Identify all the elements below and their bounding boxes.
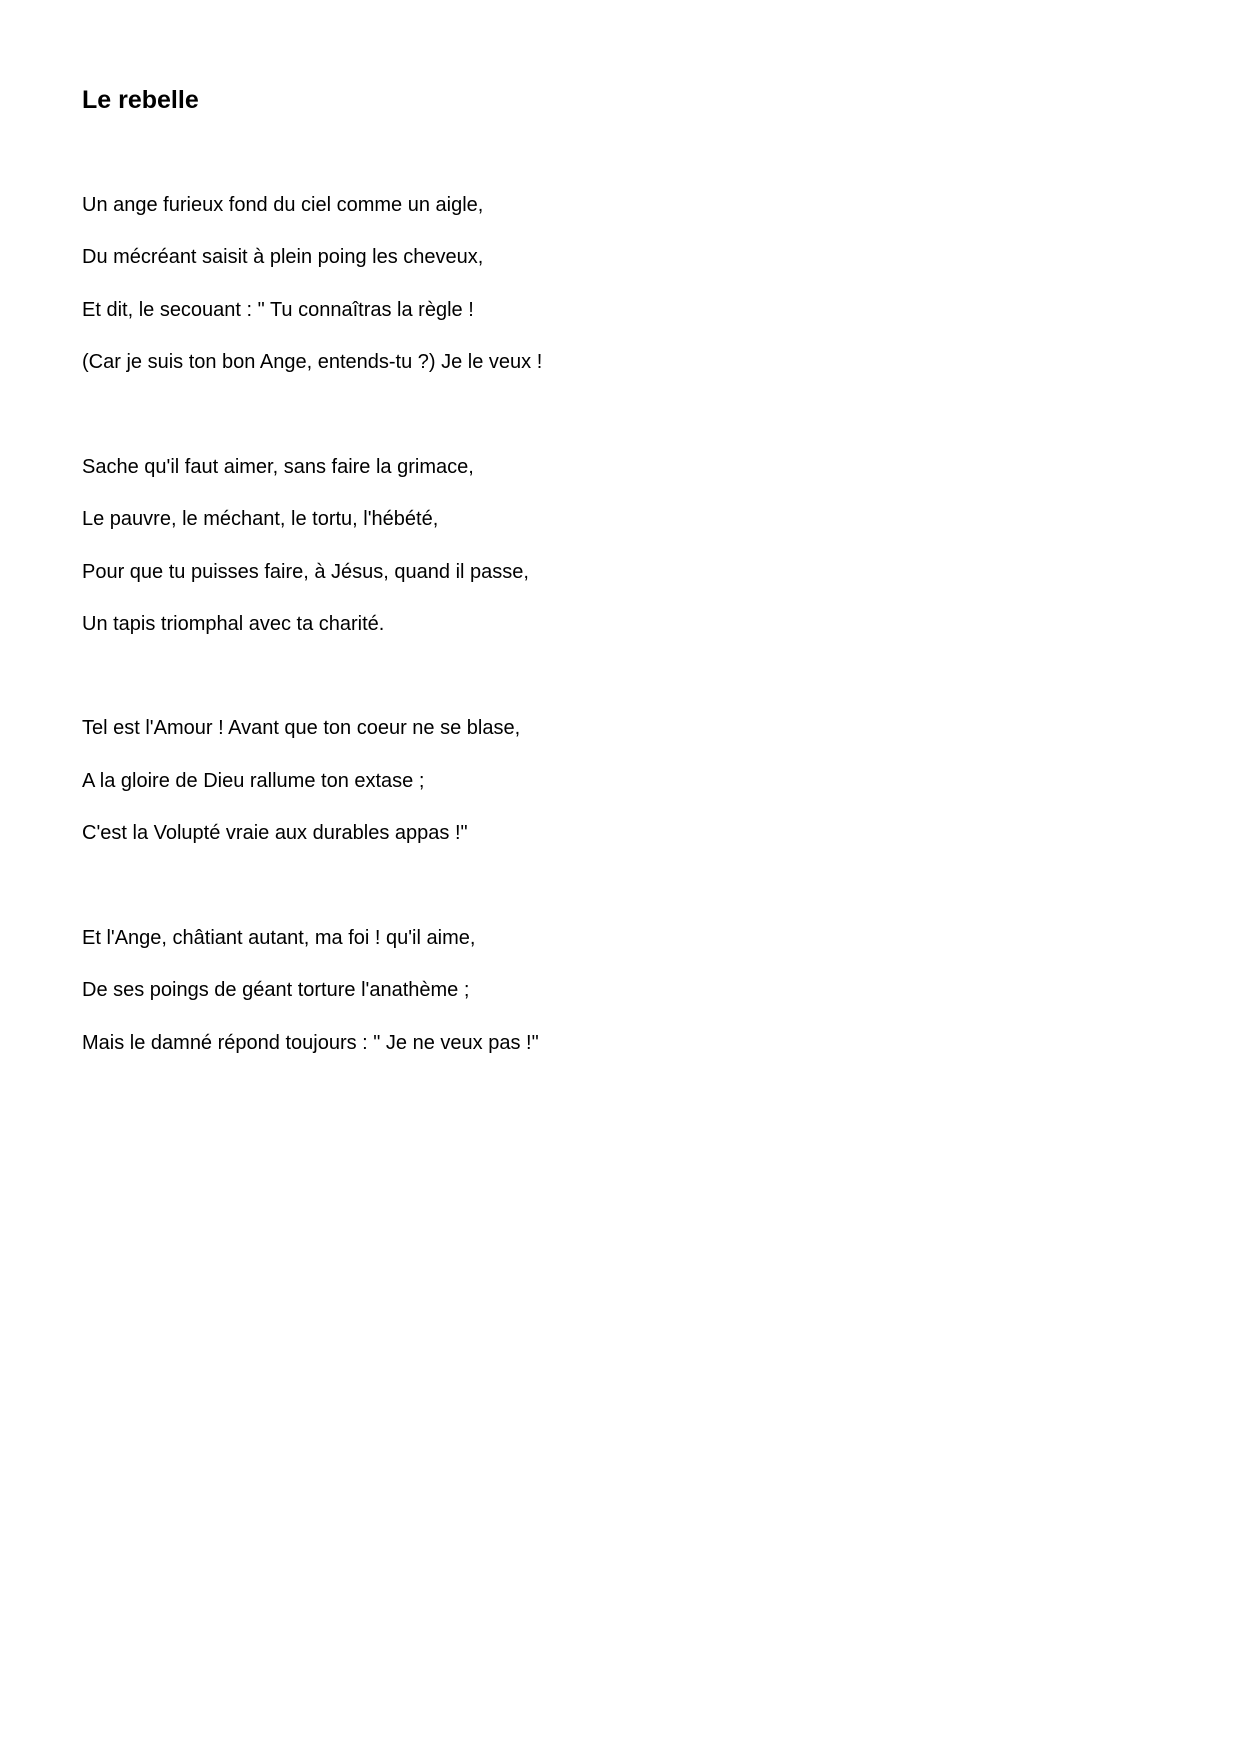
- verse-line: (Car je suis ton bon Ange, entends-tu ?) Je le veux !: [82, 351, 543, 373]
- verse-line: A la gloire de Dieu rallume ton extase ;: [82, 770, 425, 792]
- verse-line: Du mécréant saisit à plein poing les cheveux,: [82, 246, 484, 268]
- verse-line: C'est la Volupté vraie aux durables appas !": [82, 822, 468, 844]
- verse-line: Et dit, le secouant : " Tu connaîtras la règle !: [82, 299, 474, 321]
- verse-line: Le pauvre, le méchant, le tortu, l'hébété,: [82, 508, 439, 530]
- verse-line: Mais le damné répond toujours : " Je ne veux pas !": [82, 1032, 539, 1054]
- poem-title: Le rebelle: [82, 86, 199, 114]
- verse-line: Un ange furieux fond du ciel comme un aigle,: [82, 194, 484, 216]
- verse-line: Et l'Ange, châtiant autant, ma foi ! qu'il aime,: [82, 927, 476, 949]
- verse-line: Un tapis triomphal avec ta charité.: [82, 613, 385, 635]
- verse-line: Pour que tu puisses faire, à Jésus, quand il passe,: [82, 561, 529, 583]
- verse-line: De ses poings de géant torture l'anathème ;: [82, 979, 470, 1001]
- verse-line: Sache qu'il faut aimer, sans faire la grimace,: [82, 456, 474, 478]
- verse-line: Tel est l'Amour ! Avant que ton coeur ne se blase,: [82, 717, 521, 739]
